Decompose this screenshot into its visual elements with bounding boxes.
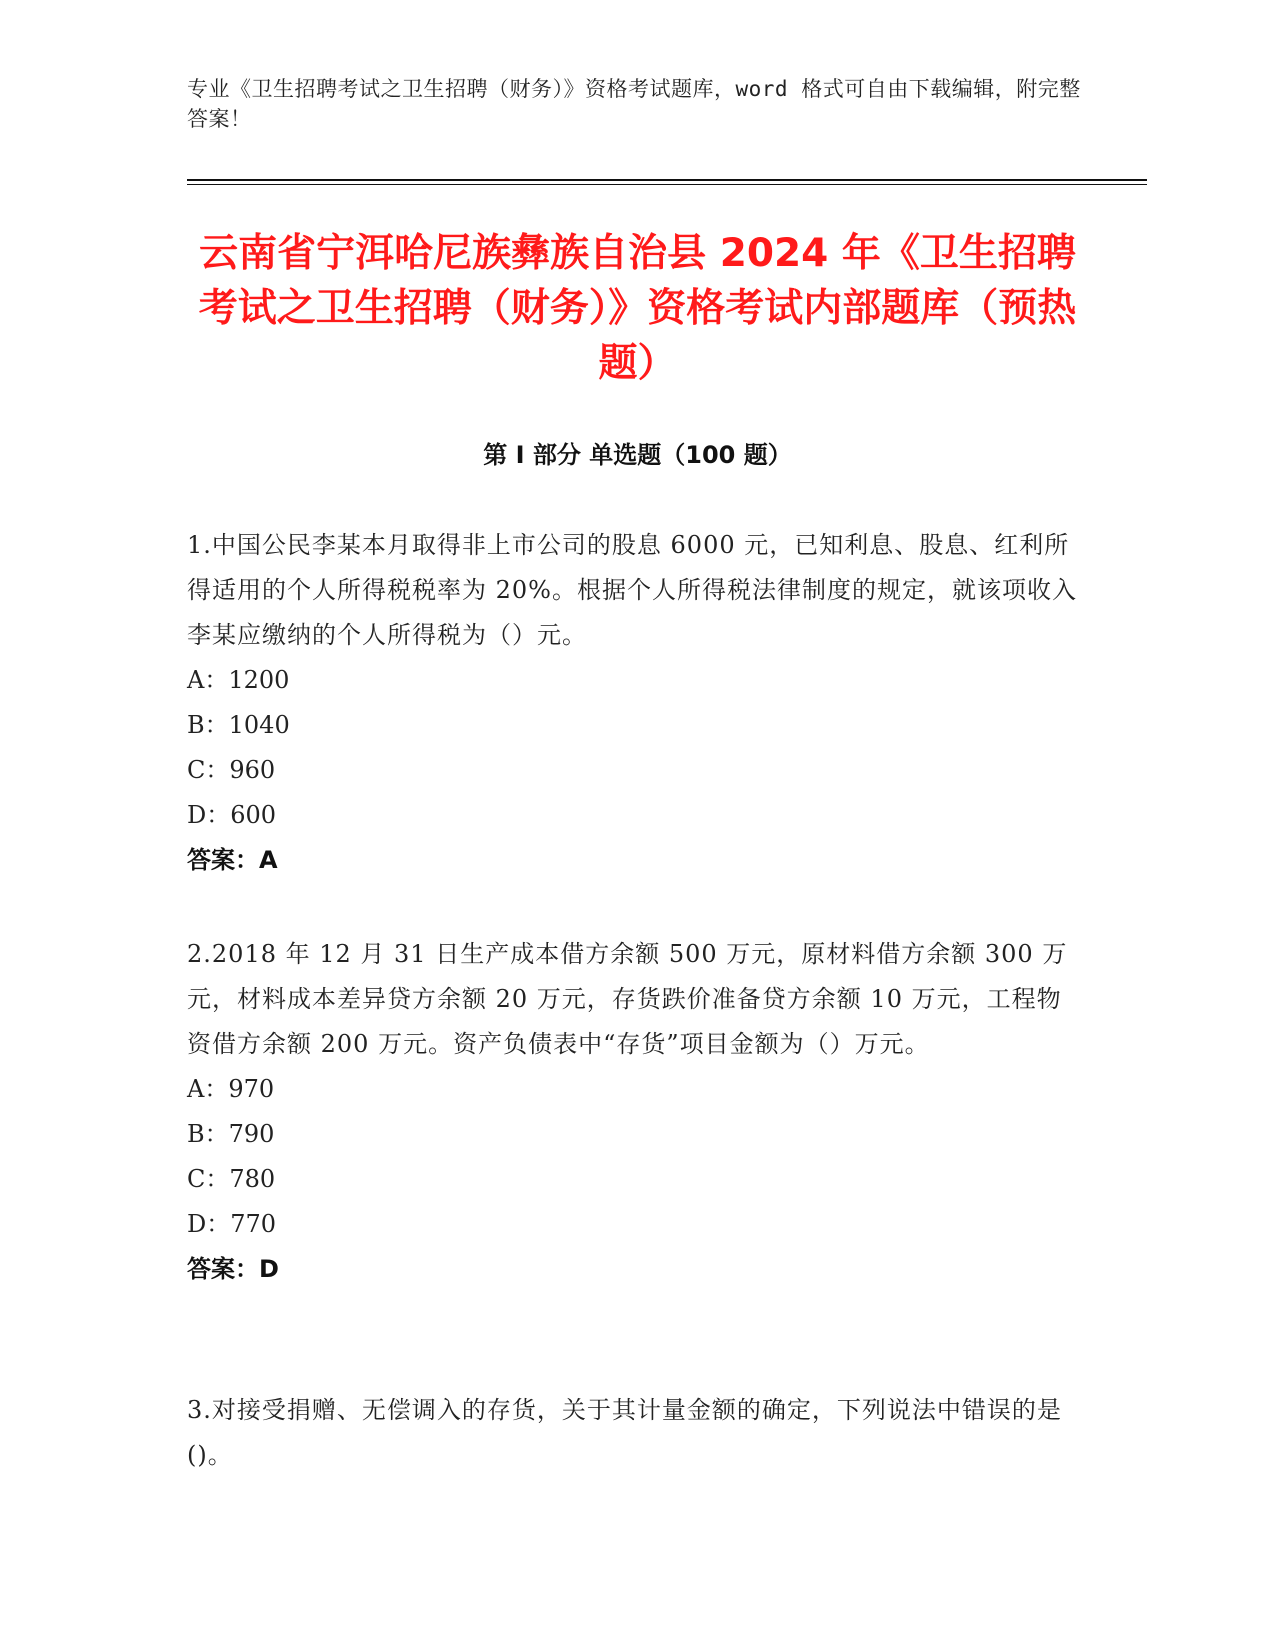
option-a: A：970 [187, 1075, 275, 1103]
answer: 答案：D [187, 1255, 279, 1283]
section-heading: 第 I 部分 单选题（100 题） [483, 441, 792, 469]
question-stem: 2.2018 年 12 月 31 日生产成本借方余额 500 万元，原材料借方余额 300 万元，材料成本差异贷方余额 20 万元，存货跌价准备贷方余额 10 万元，工程物资借方余额 200 万元。资产负债表中“存货”项目金额为（）万元。 [187, 940, 1068, 1058]
question-stem: 3.对接受捐赠、无偿调入的存货，关于其计量金额的确定，下列说法中错误的是()。 [187, 1396, 1062, 1469]
option-d: D：770 [187, 1210, 277, 1238]
question-stem: 1.中国公民李某本月取得非上市公司的股息 6000 元，已知利息、股息、红利所得适用的个人所得税税率为 20%。根据个人所得税法律制度的规定，就该项收入李某应缴纳的个人所得税为（）元。 [187, 531, 1077, 649]
answer: 答案：A [187, 846, 278, 874]
document-title: 云南省宁洱哈尼族彝族自治县 2024 年《卫生招聘考试之卫生招聘（财务）》资格考试内部题库（预热题） [198, 231, 1077, 386]
question-3 [187, 1388, 1077, 1478]
option-c: C：780 [187, 1165, 276, 1193]
option-b: B：1040 [187, 711, 290, 739]
question-2 [187, 932, 1077, 1292]
option-c: C：960 [187, 756, 276, 784]
option-a: A：1200 [187, 666, 290, 694]
option-b: B：790 [187, 1120, 275, 1148]
header-divider-thin [187, 184, 1147, 185]
header-divider-thick [187, 179, 1147, 181]
option-d: D：600 [187, 801, 277, 829]
header-note: 专业《卫生招聘考试之卫生招聘（财务）》资格考试题库，word 格式可自由下载编辑，附完整答案！ [187, 77, 1081, 131]
question-1 [187, 523, 1077, 883]
